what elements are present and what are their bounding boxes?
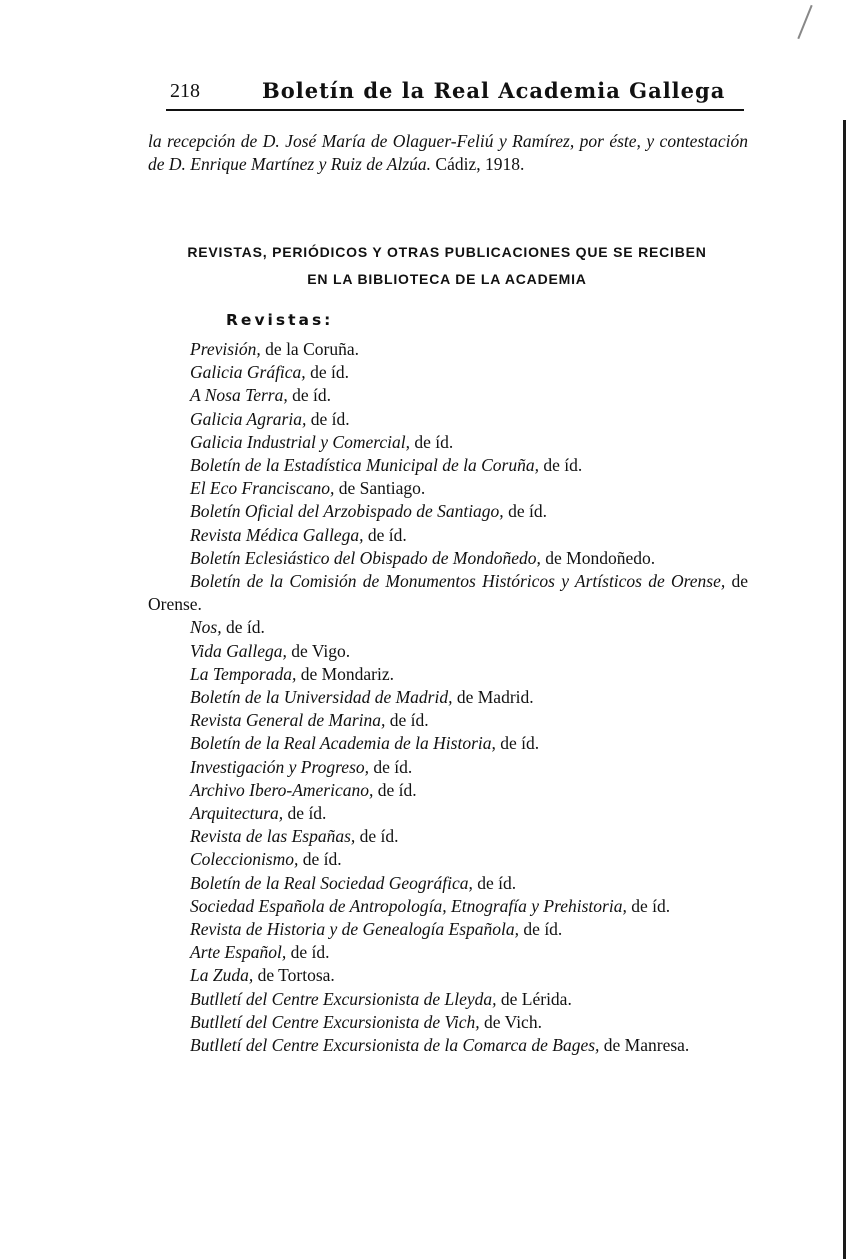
publication-place: de Orense. [148,571,748,615]
publication-place: de íd. [221,617,265,638]
publication-place: de Mondoñedo. [540,547,656,568]
publication-title: Archivo Ibero-Americano, [190,779,374,800]
publication-title: Butlletí del Centre Excursionista de Vich, [190,1011,480,1032]
publication-title: Vida Gallega, [190,640,287,661]
list-item [148,1011,748,1034]
publication-title: Galicia Gráfica, [190,362,306,383]
publication-place: de íd. [373,779,417,800]
publication-place: de íd. [305,362,349,383]
publication-title: Revista de las Españas, [190,826,356,847]
list-item [148,732,748,755]
list-item [148,895,748,918]
publication-place: de íd. [472,872,517,893]
publication-title: Boletín de la Real Academia de la Historia, [190,733,496,754]
list-item [148,384,748,407]
publication-place: de Vigo. [286,640,351,661]
list-item [148,408,748,431]
publication-place: de íd. [495,733,540,754]
list-item [148,825,748,848]
publication-title: A Nosa Terra, [190,385,288,406]
section-heading [148,239,746,293]
publication-place: de la Coruña. [260,339,359,359]
publication-title: Arquitectura, [190,803,284,824]
publication-place: de íd. [626,895,671,916]
publication-place: de íd. [306,408,350,429]
section-heading-line-2: EN LA BIBLIOTECA DE LA ACADEMIA [307,271,587,287]
publication-title: Galicia Industrial y Comercial, [190,431,411,452]
publication-title: Butlletí del Centre Excursionista de Lleyda, [190,988,497,1009]
publication-title: Galicia Agraria, [190,408,307,429]
publication-place: de íd. [519,919,563,940]
publication-place: de Madrid. [452,687,534,708]
publication-title: La Temporada, [190,663,297,684]
publication-title: Boletín de la Comisión de Monumentos Históricos y Artísticos de Orense, [190,571,726,592]
list-item [148,964,748,987]
intro-paragraph [148,130,748,176]
list-item [148,500,748,523]
publication-place: de Vich. [479,1011,542,1032]
publication-place: de íd. [385,710,429,731]
publication-title: Revista General de Marina, [190,710,386,731]
list-item [148,1034,748,1057]
page-edge-shadow [843,120,846,1259]
list-item [148,988,748,1011]
scan-mark [797,5,812,39]
list-item [148,779,748,802]
page-number: 218 [170,80,200,102]
publication-title: Revista Médica Gallega, [190,524,364,545]
publication-place: de Lérida. [496,988,572,1009]
list-item [148,547,748,570]
running-header [170,76,744,110]
publication-title: Boletín Oficial del Arzobispado de Santiago, [190,501,504,522]
list-item [148,570,748,616]
running-title: Boletín de la Real Academia Gallega [262,78,726,103]
publication-list [148,338,748,1057]
subheading-revistas: Revistas: [226,311,334,329]
list-item [148,709,748,732]
list-item [148,454,748,477]
publication-place: de íd. [369,756,413,777]
publication-place: de Mondariz. [296,663,395,684]
publication-title: Boletín de la Real Sociedad Geográfica, [190,872,473,893]
publication-place: de íd. [355,826,399,847]
list-item [148,686,748,709]
publication-title: Investigación y Progreso, [190,756,370,777]
publication-place: de íd. [287,385,332,406]
header-rule [166,109,744,111]
publication-title: Sociedad Española de Antropología, Etnografía y Prehistoria, [190,895,627,916]
publication-title: Boletín Eclesiástico del Obispado de Mondoñedo, [190,547,541,568]
list-item [148,477,748,500]
list-item [148,524,748,547]
list-item [148,616,748,639]
publication-place: de íd. [298,849,342,870]
list-item [148,431,748,454]
publication-title: La Zuda, [190,965,254,986]
publication-place: de íd. [539,455,583,476]
publication-place: de íd. [286,942,330,963]
publication-title: El Eco Franciscano, [190,478,335,499]
publication-title: Nos, [190,617,222,638]
publication-place: de íd. [410,431,454,452]
publication-place: de Tortosa. [253,965,335,986]
publication-title: Coleccionismo, [190,849,299,870]
section-heading-line-1: REVISTAS, PERIÓDICOS Y OTRAS PUBLICACIONES QUE SE RECIBEN [187,244,707,260]
list-item [148,848,748,871]
intro-plain-text: Cádiz, 1918. [435,154,525,175]
intro-italic-text: la recepción de D. José María de Olaguer-Feliú y Ramírez, por éste, y contestación de D. Enrique Martínez y Ruiz de Alzúa. [148,131,748,175]
list-item [148,802,748,825]
publication-place: de íd. [503,501,547,522]
list-item [148,918,748,941]
publication-title: Butlletí del Centre Excursionista de la Comarca de Bages, [190,1035,600,1056]
list-item [148,338,748,361]
list-item [148,756,748,779]
publication-title: Previsión, [190,339,261,359]
publication-place: de íd. [283,803,327,824]
list-item [148,941,748,964]
list-item [148,872,748,895]
list-item [148,663,748,686]
publication-title: Boletín de la Estadística Municipal de la Coruña, [190,455,539,476]
publication-place: de Manresa. [599,1035,690,1056]
publication-title: Revista de Historia y de Genealogía Española, [190,919,520,940]
publication-title: Boletín de la Universidad de Madrid, [190,687,453,708]
publication-title: Arte Español, [190,942,287,963]
list-item [148,361,748,384]
list-item [148,640,748,663]
publication-place: de íd. [363,524,407,545]
publication-place: de Santiago. [334,478,426,499]
